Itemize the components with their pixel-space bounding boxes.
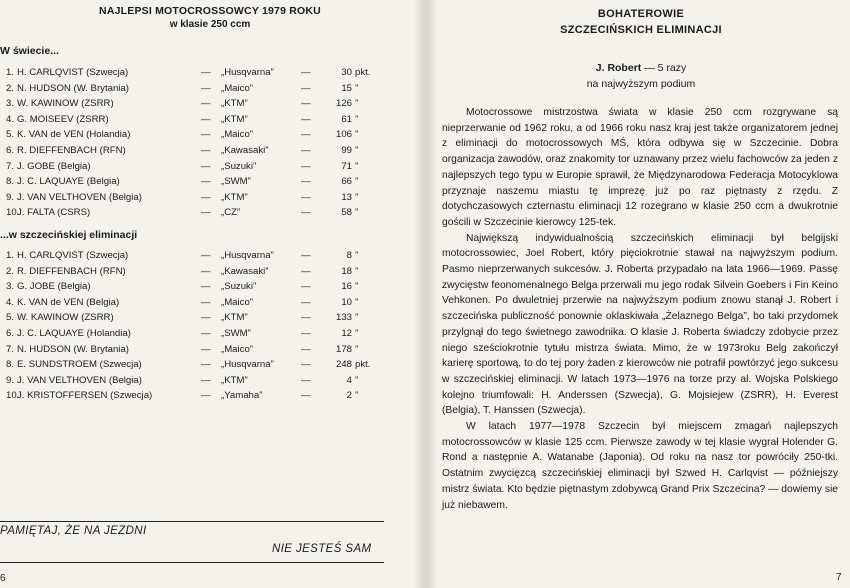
separator-dash: — [301, 67, 311, 78]
ranking-row [0, 343, 410, 359]
ranking-row [0, 280, 410, 296]
rank-number: 8. [6, 176, 15, 188]
divider-rule [0, 521, 384, 522]
rider-name: J. GOBE (Belgia) [17, 160, 91, 172]
ranking-row [0, 144, 410, 160]
rank-number: 8. [6, 359, 15, 371]
world-section-heading: W świecie... [0, 45, 59, 57]
rider-name: N. HUDSON (W. Brytania) [17, 82, 129, 94]
points-unit: ” [355, 281, 359, 293]
ranking-row [0, 128, 410, 144]
separator-dash: — [201, 374, 211, 386]
motorcycle-brand: „Yamaha” [221, 390, 263, 402]
separator-dash: — [201, 327, 211, 339]
motorcycle-brand: „SWM” [221, 176, 251, 188]
ranking-row [0, 113, 410, 129]
motorcycle-brand: „Maico” [221, 296, 253, 308]
points-value: 126 [335, 98, 352, 110]
points-value: 30 [341, 67, 352, 78]
separator-dash: — [201, 129, 211, 141]
rank-number: 3. [6, 98, 15, 110]
subheading-line-2: na najwyższym podium [586, 78, 696, 90]
rank-number: 6. [6, 327, 15, 339]
points-unit: ” [355, 191, 359, 203]
rank-number: 7. [6, 343, 15, 355]
points-unit: ” [355, 207, 359, 219]
article-title [432, 6, 850, 38]
rank-number: 1. [6, 250, 15, 261]
motorcycle-brand: „Suzuki” [221, 160, 257, 172]
rank-number: 6. [6, 144, 15, 156]
rank-number: 10. [6, 390, 20, 402]
motorcycle-brand: „Husqvarna” [221, 67, 274, 78]
motorcycle-brand: „KTM” [221, 312, 248, 324]
slogan-line-2: NIE JESTEŚ SAM [272, 543, 372, 555]
rider-name: R. DIEFFENBACH (RFN) [17, 144, 126, 156]
points-unit: ” [355, 265, 359, 277]
szczecin-section-heading: ...w szczecińskiej eliminacji [0, 229, 138, 241]
points-unit: ” [355, 250, 359, 261]
rank-number: 3. [6, 281, 15, 293]
points-value: 13 [341, 191, 352, 203]
separator-dash: — [201, 207, 211, 219]
ranking-row [0, 296, 410, 312]
rank-number: 10. [6, 207, 20, 219]
subheading-name: J. Robert [595, 62, 642, 74]
separator-dash: — [201, 67, 211, 78]
ranking-row [0, 97, 410, 113]
rider-name: H. CARLQVIST (Szwecja) [17, 67, 129, 78]
separator-dash: — [301, 296, 311, 308]
motorcycle-brand: „KTM” [221, 113, 248, 125]
points-unit: ” [355, 296, 359, 308]
ranking-row [0, 249, 410, 265]
rank-number: 7. [6, 160, 15, 172]
separator-dash: — [301, 250, 311, 261]
ranking-row [0, 82, 410, 98]
ranking-row [0, 191, 410, 207]
separator-dash: — [201, 191, 211, 203]
paragraph: Największą indywidualnością szczecińskich eliminacji był belgijski motocrossowiec, Joel Robert, który pięciokrotnie stawał na najwyższym podium. Pasmo nieprzerwanych sukcesów. J. Roberta przypadało na lata 1966—1969. Passę zwycięstw feonomenalnego Belga przerwali mu jego rodak Silvein Goebers i Fin Keino Vehkonen. Po dwuletniej przerwie na najwyższym podium znowu stanął J. Robert i szczecińska publiczność ponownie oklaskiwała „Żelaznego Belga”, bo taki przydomek przylgnął do tego świetnego zawodnika. O klasie J. Roberta świadczy zdobycie przez niego sześciokrotnie tytułu mistrza świata. Mimo, że w 1973roku Belg zakończył karierę sportową, to do tej pory żaden z kierowców nie potrafił powtórzyć jego sukcesu w szczecińskiej eliminacji. W latach 1973—1976 na torze przy al. Wojska Polskiego kolejno triumfowali: H. Anderssen (Szwecja), G. Mojsiejew (ZSRR), H. Everest (Belgia), T. Hanssen (Szwecja). [442, 232, 838, 417]
points-unit: ” [355, 176, 359, 188]
separator-dash: — [201, 390, 211, 402]
rank-number: 1. [6, 67, 15, 78]
separator-dash: — [201, 281, 211, 293]
motorcycle-brand: „Kawasaki” [221, 265, 269, 277]
ranking-row [0, 389, 410, 405]
motorcycle-brand: „SWM” [221, 327, 251, 339]
points-unit: pkt. [355, 359, 371, 371]
rider-name: K. VAN de VEN (Holandia) [17, 129, 131, 141]
separator-dash: — [301, 265, 311, 277]
ranking-row [0, 311, 410, 327]
rider-name: J. FALTA (CSRS) [17, 207, 91, 219]
paragraph: Motocrossowe mistrzostwa świata w klasie 250 ccm rozgrywane są nieprzerwanie od 1962 roku, a od 1966 roku nasz kraj jest także organizatorem jednej z eliminacji do motocrossowych MŚ, która odbywa się w Szczecinie. Dobra organizacja zawodów, oraz znakomity tor uznawany przez wielu fachowców za jeden z najlepszych tego typu w Europie sprawił, że Międzynarodowa Federacja Motocyklowa przyznaje naszemu miastu tę imprezę już po raz piętnasty z rzędu. Z dotychczasowych czternastu eliminacji 12 rozegrano w klasie 250 ccm a dwukrotnie gościli w Szczecinie kierowcy 125-tek. [442, 107, 838, 228]
separator-dash: — [301, 359, 311, 371]
rank-number: 5. [6, 312, 15, 324]
motorcycle-brand: „Husqvarna” [221, 359, 274, 371]
rank-number: 2. [6, 82, 15, 94]
separator-dash: — [301, 374, 311, 386]
separator-dash: — [301, 281, 311, 293]
points-value: 71 [341, 160, 352, 172]
points-value: 4 [346, 374, 352, 386]
motorcycle-brand: „CZ” [221, 207, 241, 219]
points-unit: ” [355, 113, 359, 125]
rider-name: H. CARLQVIST (Szwecja) [17, 250, 129, 261]
points-value: 248 [335, 359, 352, 371]
separator-dash: — [201, 359, 211, 371]
points-unit: ” [355, 390, 359, 402]
separator-dash: — [201, 312, 211, 324]
separator-dash: — [301, 129, 311, 141]
separator-dash: — [201, 265, 211, 277]
rider-name: J. KRISTOFFERSEN (Szwecja) [17, 390, 153, 402]
points-value: 106 [335, 129, 352, 141]
divider-rule [0, 562, 384, 563]
slogan-line-1: PAMIĘTAJ, ŻE NA JEZDNI [0, 525, 147, 537]
points-value: 99 [341, 144, 352, 156]
separator-dash: — [301, 113, 311, 125]
separator-dash: — [301, 82, 311, 94]
rider-name: W. KAWINOW (ZSRR) [17, 98, 114, 110]
ranking-row [0, 66, 410, 82]
rider-name: G. JOBE (Belgia) [17, 281, 91, 293]
rider-name: J. VAN VELTHOVEN (Belgia) [17, 191, 142, 203]
rider-name: K. VAN de VEN (Belgia) [17, 296, 120, 308]
points-unit: ” [355, 374, 359, 386]
motorcycle-brand: „Maico” [221, 129, 253, 141]
points-unit: ” [355, 129, 359, 141]
ranking-row [0, 175, 410, 191]
subheading-rest: — 5 razy [641, 62, 687, 74]
points-value: 61 [341, 113, 352, 125]
rank-number: 2. [6, 265, 15, 277]
page-number: 7 [836, 572, 842, 583]
rank-number: 9. [6, 191, 15, 203]
separator-dash: — [201, 113, 211, 125]
ranking-row [0, 160, 410, 176]
points-value: 8 [346, 250, 352, 261]
points-unit: ” [355, 98, 359, 110]
points-value: 12 [341, 327, 352, 339]
rider-name: J. C. LAQUAYE (Holandia) [17, 327, 131, 339]
motorcycle-brand: „KTM” [221, 191, 248, 203]
points-value: 16 [341, 281, 352, 293]
points-value: 15 [341, 82, 352, 94]
separator-dash: — [301, 390, 311, 402]
left-page [0, 0, 420, 588]
ranking-row [0, 358, 410, 374]
points-value: 10 [341, 296, 352, 308]
separator-dash: — [301, 191, 311, 203]
points-unit: ” [355, 343, 359, 355]
world-ranking-list [0, 66, 410, 222]
points-unit: ” [355, 82, 359, 94]
page-title: NAJLEPSI MOTOCROSSOWCY 1979 ROKU [99, 5, 321, 17]
separator-dash: — [301, 312, 311, 324]
separator-dash: — [201, 176, 211, 188]
points-value: 66 [341, 176, 352, 188]
points-value: 58 [341, 207, 352, 219]
points-value: 2 [346, 390, 352, 402]
points-unit: ” [355, 312, 359, 324]
article-body [442, 105, 838, 513]
rider-name: W. KAWINOW (ZSRR) [17, 312, 114, 324]
points-unit: ” [355, 144, 359, 156]
ranking-row [0, 206, 410, 222]
rider-name: J. C. LAQUAYE (Belgia) [17, 176, 120, 188]
rider-name: G. MOISEEV (ZSRR) [17, 113, 109, 125]
points-value: 133 [335, 312, 352, 324]
motorcycle-brand: „Kawasaki” [221, 144, 269, 156]
right-page [432, 0, 850, 588]
article-title-line-2: SZCZECIŃSKICH ELIMINACJI [560, 24, 722, 36]
rank-number: 9. [6, 374, 15, 386]
article-subheading [432, 60, 850, 92]
separator-dash: — [201, 160, 211, 172]
ranking-row [0, 265, 410, 281]
separator-dash: — [301, 144, 311, 156]
ranking-row [0, 327, 410, 343]
motorcycle-brand: „Maico” [221, 343, 253, 355]
separator-dash: — [301, 207, 311, 219]
page-number: 6 [0, 573, 6, 584]
ranking-row [0, 374, 410, 390]
rider-name: J. VAN VELTHOVEN (Belgia) [17, 374, 142, 386]
separator-dash: — [201, 250, 211, 261]
motorcycle-brand: „KTM” [221, 98, 248, 110]
motorcycle-brand: „KTM” [221, 374, 248, 386]
motorcycle-brand: „Suzuki” [221, 281, 257, 293]
separator-dash: — [301, 160, 311, 172]
separator-dash: — [201, 343, 211, 355]
separator-dash: — [201, 296, 211, 308]
motorcycle-brand: „Husqvarna” [221, 250, 274, 261]
separator-dash: — [201, 144, 211, 156]
rank-number: 5. [6, 129, 15, 141]
points-value: 18 [341, 265, 352, 277]
motorcycle-brand: „Maico” [221, 82, 253, 94]
separator-dash: — [301, 343, 311, 355]
separator-dash: — [201, 98, 211, 110]
rider-name: N. HUDSON (W. Brytania) [17, 343, 129, 355]
page-subtitle: w klasie 250 ccm [169, 19, 251, 30]
rider-name: E. SUNDSTROEM (Szwecja) [17, 359, 142, 371]
article-title-line-1: BOHATEROWIE [597, 8, 685, 20]
separator-dash: — [301, 98, 311, 110]
points-unit: pkt. [355, 67, 371, 78]
rank-number: 4. [6, 113, 15, 125]
separator-dash: — [301, 327, 311, 339]
points-unit: ” [355, 327, 359, 339]
separator-dash: — [201, 82, 211, 94]
rank-number: 4. [6, 296, 15, 308]
points-unit: ” [355, 160, 359, 172]
separator-dash: — [301, 176, 311, 188]
szczecin-ranking-list [0, 249, 410, 405]
points-value: 178 [335, 343, 352, 355]
paragraph: W latach 1977—1978 Szczecin był miejscem zmagań najlepszych motocrossowców w klasie 125 ccm. Pierwsze zawody w tej klasie wygrał Holender G. Rond a następnie A. Watanabe (Japonia). Od roku na nasz tor powróciły 250-tki. Ostatnim zwycięzcą szczecińskiej eliminacji był Szwed H. Carlqvist — późniejszy mistrz świata. Kto będzie piętnastym zdobywcą Grand Prix Szczecina? — dowiemy sie już niebawem. [442, 421, 838, 511]
rider-name: R. DIEFFENBACH (RFN) [17, 265, 126, 277]
